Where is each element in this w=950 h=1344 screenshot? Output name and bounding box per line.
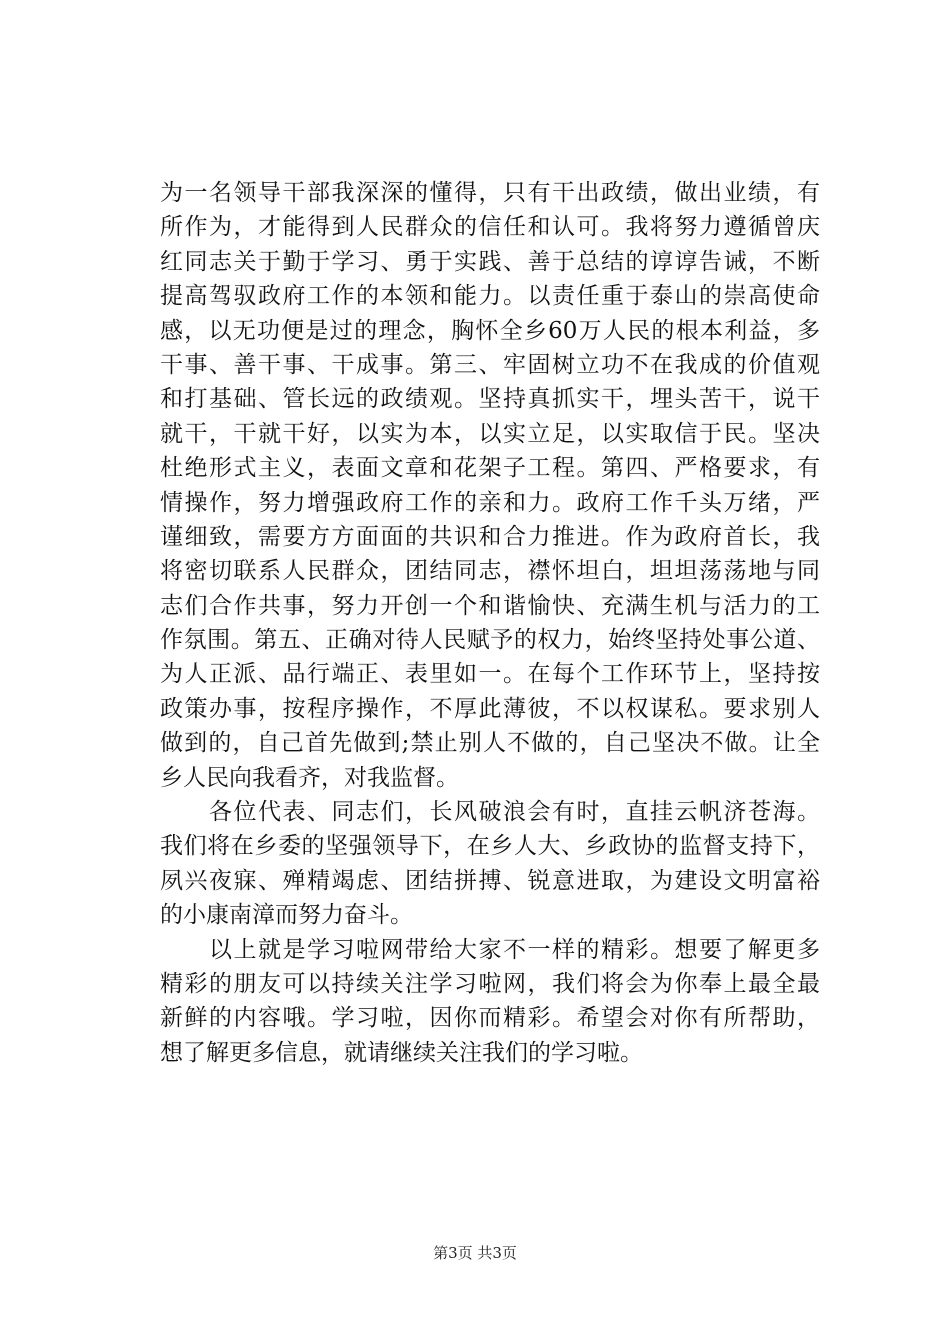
text-line: 红同志关于勤于学习、勇于实践、善于总结的谆谆告诫，不断 xyxy=(160,248,820,275)
text-line: 感，以无功便是过的理念，胸怀全乡60万人民的根本利益，多 xyxy=(160,317,820,344)
text-line: 提高驾驭政府工作的本领和能力。以责任重于泰山的崇高使命 xyxy=(160,283,820,310)
text-line: 做到的，自己首先做到;禁止别人不做的，自己坚决不做。让全 xyxy=(160,730,820,757)
text-line: 我们将在乡委的坚强领导下，在乡人大、乡政协的监督支持下， xyxy=(160,833,820,860)
text-line: 政策办事，按程序操作，不厚此薄彼，不以权谋私。要求别人 xyxy=(160,695,820,722)
text-line: 将密切联系人民群众，团结同志，襟怀坦白，坦坦荡荡地与同 xyxy=(160,558,820,585)
text-line: 精彩的朋友可以持续关注学习啦网，我们将会为你奉上最全最 xyxy=(160,970,820,997)
text-line: 就干，干就干好，以实为本，以实立足，以实取信于民。坚决 xyxy=(160,420,820,447)
text-line: 乡人民向我看齐，对我监督。 xyxy=(160,764,459,791)
text-line: 谨细致，需要方方面面的共识和合力推进。作为政府首长，我 xyxy=(160,523,820,550)
text-line: 为一名领导干部我深深的懂得，只有干出政绩，做出业绩，有 xyxy=(160,180,820,206)
text-line: 以上就是学习啦网带给大家不一样的精彩。想要了解更多 xyxy=(160,936,820,963)
text-line: 情操作，努力增强政府工作的亲和力。政府工作千头万绪，严 xyxy=(160,489,820,516)
text-line: 和打基础、管长远的政绩观。坚持真抓实干，埋头苦干，说干 xyxy=(160,386,820,413)
text-line: 志们合作共事，努力开创一个和谐愉快、充满生机与活力的工 xyxy=(160,592,820,619)
text-line: 想了解更多信息，就请继续关注我们的学习啦。 xyxy=(160,1039,643,1066)
text-line: 新鲜的内容哦。学习啦，因你而精彩。希望会对你有所帮助， xyxy=(160,1005,820,1032)
text-line: 干事、善干事、干成事。第三、牢固树立功不在我成的价值观 xyxy=(160,351,820,378)
text-line: 夙兴夜寐、殚精竭虑、团结拼搏、锐意进取，为建设文明富裕 xyxy=(160,867,820,894)
document-body xyxy=(160,176,820,1070)
text-line: 的小康南漳而努力奋斗。 xyxy=(160,902,413,929)
text-line: 各位代表、同志们，长风破浪会有时，直挂云帆济苍海。 xyxy=(160,799,820,826)
page-footer: 第3页 共3页 xyxy=(433,1244,517,1262)
text-line: 所作为，才能得到人民群众的信任和认可。我将努力遵循曾庆 xyxy=(160,214,820,241)
text-line: 为人正派、品行端正、表里如一。在每个工作环节上，坚持按 xyxy=(160,661,820,688)
text-line: 作氛围。第五、正确对待人民赋予的权力，始终坚持处事公道、 xyxy=(160,627,820,654)
text-line: 杜绝形式主义，表面文章和花架子工程。第四、严格要求，有 xyxy=(160,455,820,482)
